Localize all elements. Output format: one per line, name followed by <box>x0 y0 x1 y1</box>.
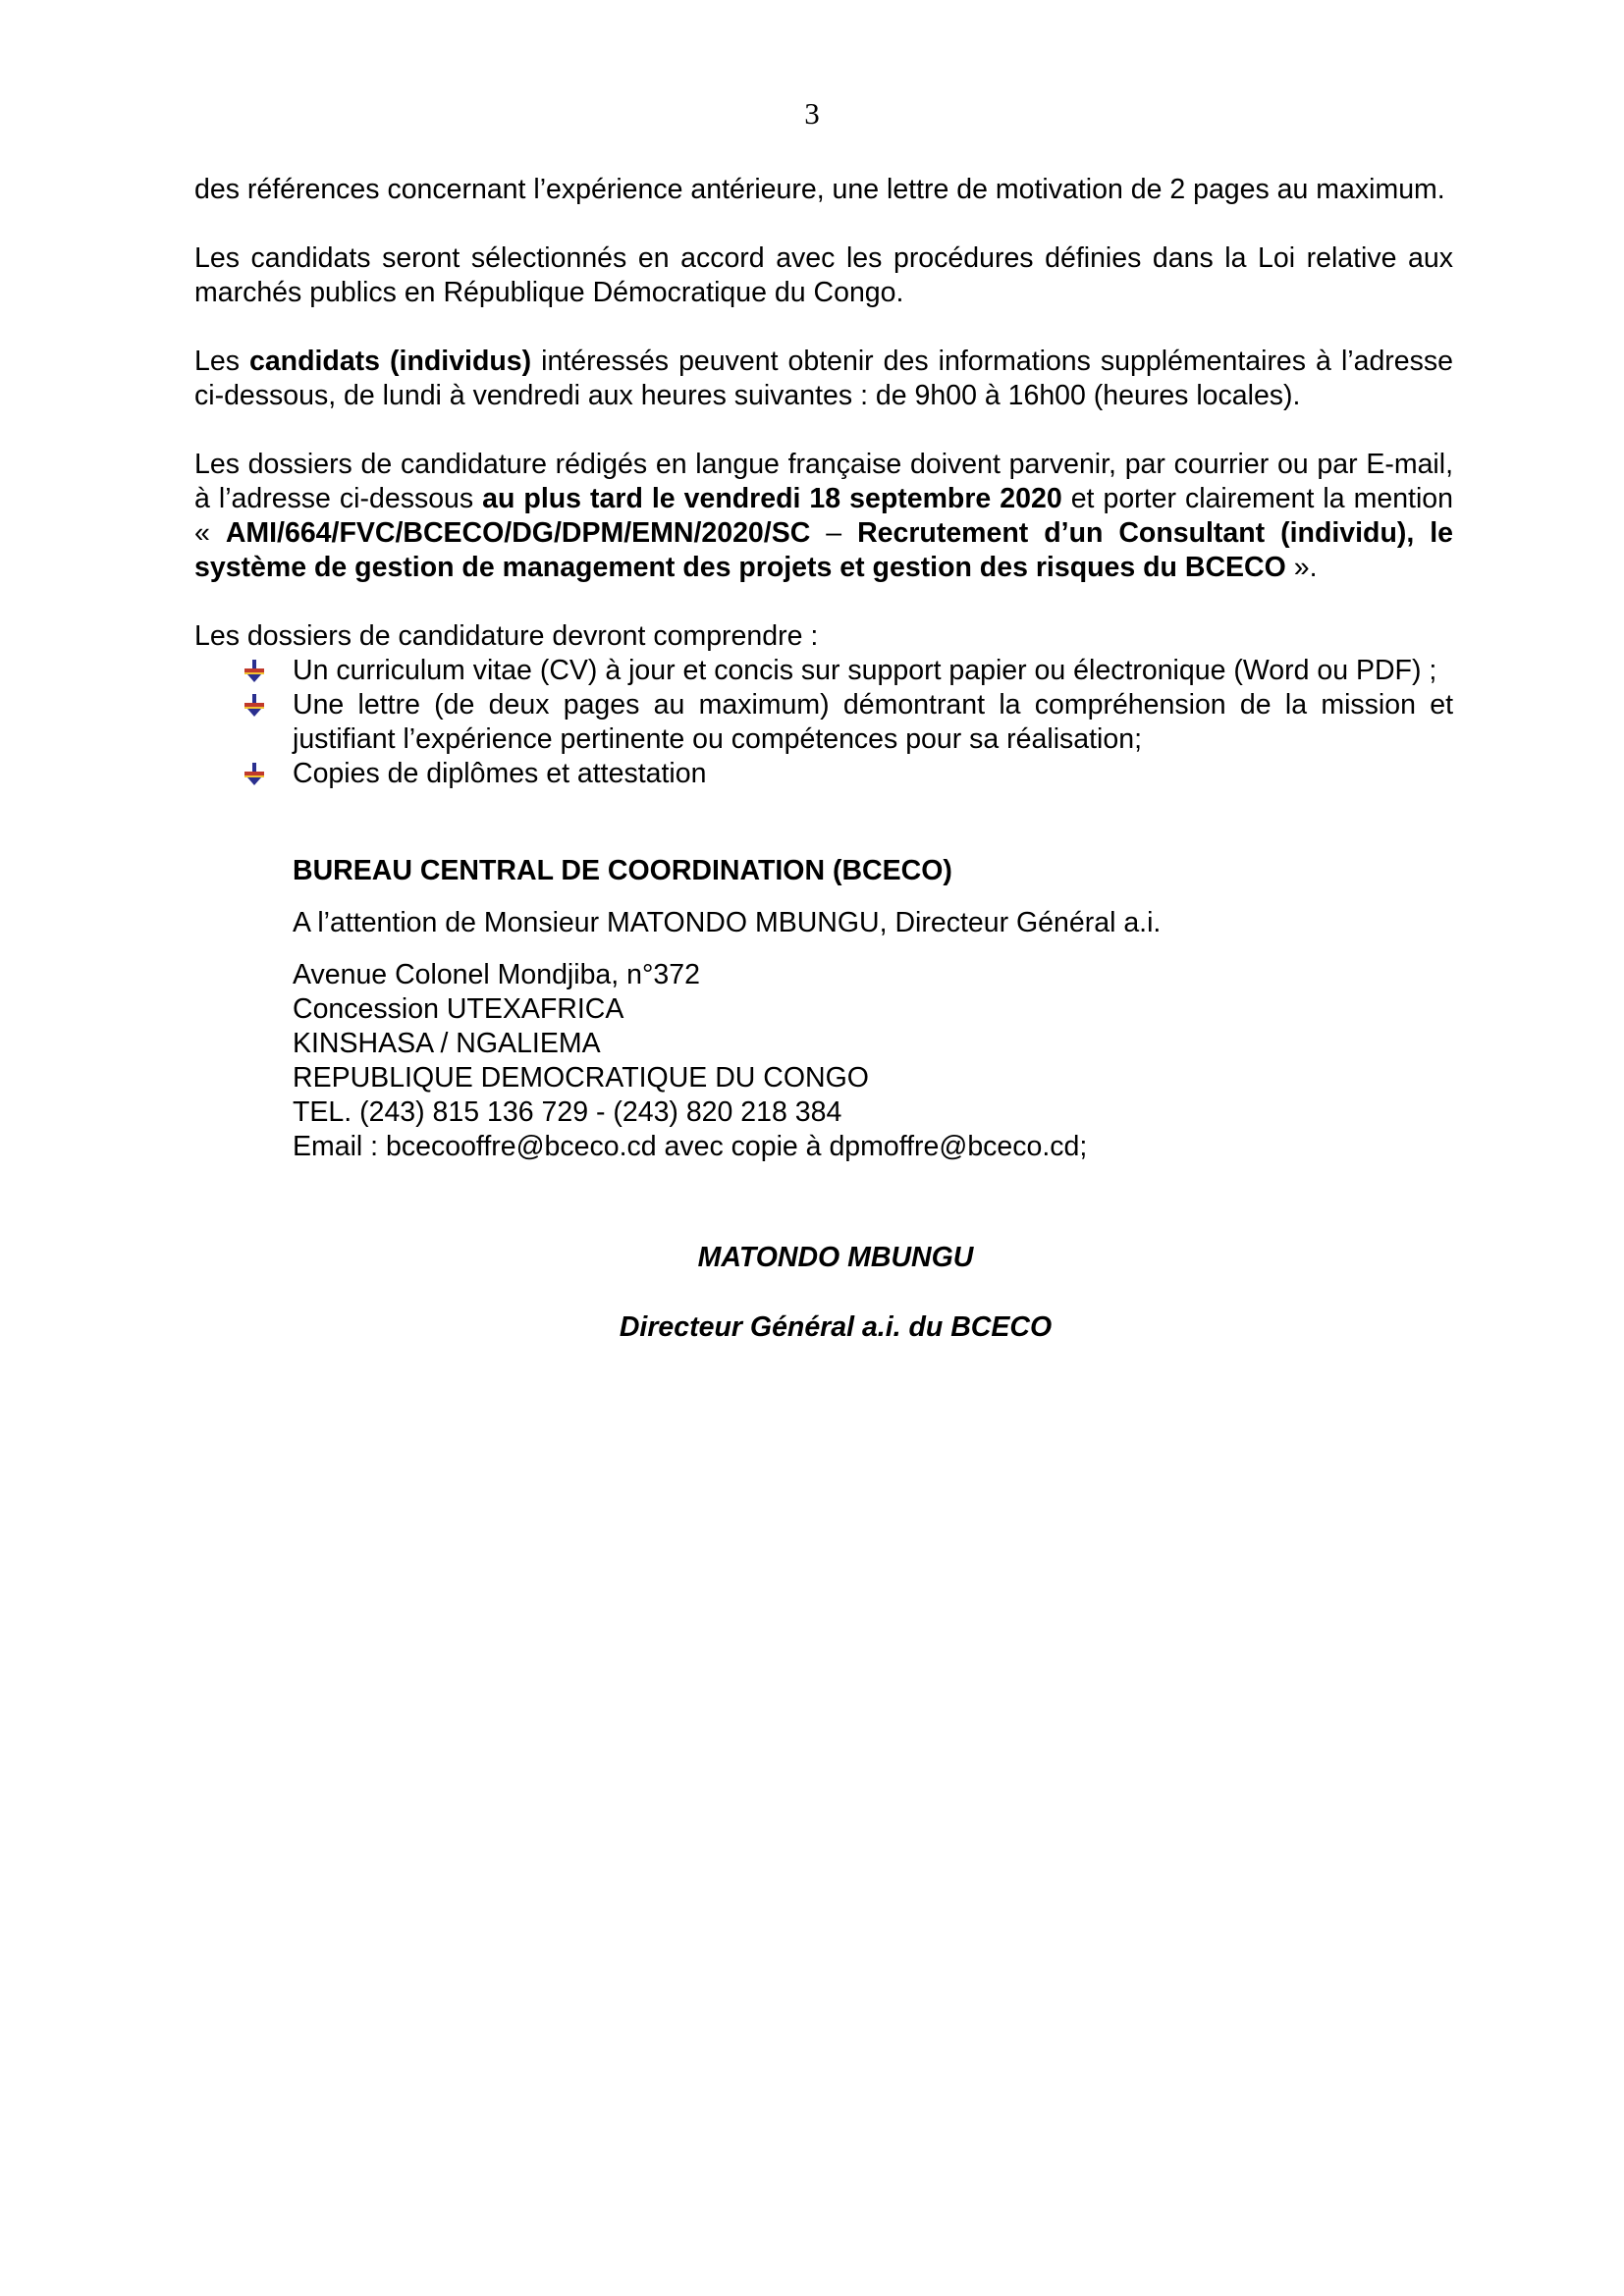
organization-name: BUREAU CENTRAL DE COORDINATION (BCECO) <box>293 855 952 886</box>
address-email: Email : bcecooffre@bceco.cd avec copie à dpmoffre@bceco.cd; <box>293 1131 1088 1162</box>
arrow-bullet-icon <box>244 660 265 683</box>
list-item-text: Une lettre (de deux pages au maximum) démontrant la compréhension de la mission et justifiant l’expérience pertinente ou compétences pour sa réalisation; <box>293 689 1453 755</box>
text-run: Les dossiers de candidature rédigés en langue française doivent parvenir, par courrier ou par E-mail, à l’adresse ci-dessous <box>194 449 1453 514</box>
paragraph-selection: Les candidats seront sélectionnés en accord avec les procédures définies dans la Loi relative aux marchés publics en République Démocratique du Congo. <box>194 242 1453 308</box>
list-item-text: Copies de diplômes et attestation <box>293 758 707 789</box>
address-block <box>194 854 1453 1164</box>
text-run-bold: candidats (individus) <box>248 346 532 377</box>
list-item-text: Un curriculum vitae (CV) à jour et concis sur support papier ou électronique (Word ou PDF) ; <box>293 655 1437 686</box>
text-run: et porter clairement la mention « <box>194 483 1453 549</box>
address-phone: TEL. (243) 815 136 729 - (243) 820 218 384 <box>293 1096 842 1128</box>
arrow-bullet-icon <box>244 694 265 718</box>
address-street: Avenue Colonel Mondjiba, n°372 <box>293 959 700 990</box>
text-run: intéressés peuvent obtenir des informations supplémentaires à l’adresse ci-dessous, de lundi à vendredi aux heures suivantes : de 9h00 à 16h00 (heures locales). <box>194 346 1453 411</box>
paragraph-submission <box>194 448 1453 585</box>
subject-title: Recrutement d’un Consultant (individu), le système de gestion de management des projets et gestion des risques du BCECO <box>194 517 1453 583</box>
address-country: REPUBLIQUE DEMOCRATIQUE DU CONGO <box>293 1062 869 1094</box>
text-run: ». <box>1285 552 1318 583</box>
list-item <box>194 654 1453 688</box>
text-run: – <box>810 517 858 549</box>
attention-line: A l’attention de Monsieur MATONDO MBUNGU, Directeur Général a.i. <box>293 907 1162 938</box>
document-body <box>194 173 1453 1345</box>
signatory-title: Directeur Général a.i. du BCECO <box>619 1311 1053 1343</box>
arrow-bullet-icon <box>244 763 265 786</box>
page-number: 3 <box>804 96 820 131</box>
list-item <box>194 688 1453 757</box>
text-run: Les <box>194 346 249 377</box>
signature-block <box>194 1241 1453 1345</box>
paragraph-references: des références concernant l’expérience antérieure, une lettre de motivation de 2 pages au maximum. <box>194 174 1445 205</box>
signatory-name: MATONDO MBUNGU <box>697 1242 974 1273</box>
paragraph-requirements: Les dossiers de candidature devront comprendre : <box>194 620 819 652</box>
requirements-list <box>194 654 1453 791</box>
list-item <box>194 757 1453 791</box>
deadline: au plus tard le vendredi 18 septembre 2020 <box>482 483 1062 514</box>
address-city: KINSHASA / NGALIEMA <box>293 1028 601 1059</box>
address-concession: Concession UTEXAFRICA <box>293 993 624 1025</box>
reference-code: AMI/664/FVC/BCECO/DG/DPM/EMN/2020/SC <box>225 517 811 549</box>
paragraph-information <box>194 345 1453 413</box>
